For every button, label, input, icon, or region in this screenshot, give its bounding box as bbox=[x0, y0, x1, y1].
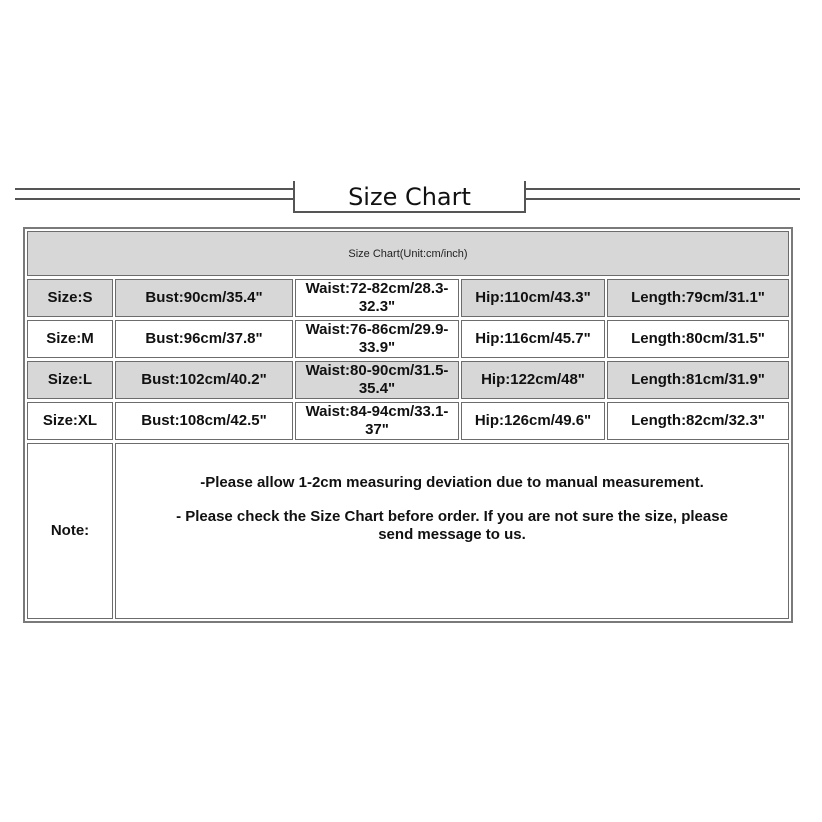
length-value: Length:81cm/31.9" bbox=[631, 371, 765, 388]
size-cell bbox=[27, 361, 113, 399]
hip-cell bbox=[461, 361, 605, 399]
bust-value: Bust:108cm/42.5" bbox=[141, 412, 267, 429]
title-rule-right-bottom bbox=[522, 198, 800, 200]
length-cell bbox=[607, 279, 789, 317]
hip-cell bbox=[461, 402, 605, 440]
note-text-1: -Please allow 1-2cm measuring deviation due to manual measurement. bbox=[200, 474, 704, 491]
size-cell bbox=[27, 279, 113, 317]
bust-cell bbox=[115, 279, 293, 317]
note-label-cell bbox=[27, 443, 113, 619]
hip-cell bbox=[461, 320, 605, 358]
length-cell bbox=[607, 361, 789, 399]
hip-value: Hip:126cm/49.6" bbox=[474, 412, 592, 429]
hip-cell bbox=[461, 279, 605, 317]
bust-cell bbox=[115, 320, 293, 358]
waist-cell bbox=[295, 361, 459, 399]
length-value: Length:82cm/32.3" bbox=[631, 412, 765, 429]
waist-value: Waist:72-82cm/28.3-32.3" bbox=[305, 280, 449, 315]
bust-value: Bust:90cm/35.4" bbox=[145, 289, 263, 306]
size-label: Size:M bbox=[46, 330, 94, 347]
length-cell bbox=[607, 320, 789, 358]
size-cell bbox=[27, 402, 113, 440]
title-rule-left-top bbox=[15, 188, 295, 190]
bust-value: Bust:102cm/40.2" bbox=[141, 371, 267, 388]
size-cell bbox=[27, 320, 113, 358]
waist-cell bbox=[295, 279, 459, 317]
bust-value: Bust:96cm/37.8" bbox=[145, 330, 263, 347]
size-label: Size:XL bbox=[42, 412, 98, 429]
waist-cell bbox=[295, 402, 459, 440]
waist-value: Waist:80-90cm/31.5-35.4" bbox=[305, 362, 449, 397]
page-title-text: Size Chart bbox=[348, 183, 471, 211]
length-value: Length:79cm/31.1" bbox=[631, 289, 765, 306]
hip-value: Hip:122cm/48" bbox=[481, 371, 585, 388]
table-header bbox=[27, 231, 789, 276]
table-header-text: Size Chart(Unit:cm/inch) bbox=[348, 247, 468, 260]
length-cell bbox=[607, 402, 789, 440]
waist-value: Waist:76-86cm/29.9-33.9" bbox=[305, 321, 449, 356]
note-text-2: - Please check the Size Chart before order. If you are not sure the size, please send message to us. bbox=[176, 508, 728, 543]
size-label: Size:S bbox=[47, 289, 93, 306]
title-rule-right-top bbox=[522, 188, 800, 190]
title-rule-left-bottom bbox=[15, 198, 295, 200]
note-content-cell bbox=[115, 443, 789, 619]
bust-cell bbox=[115, 361, 293, 399]
hip-value: Hip:116cm/45.7" bbox=[475, 330, 591, 347]
note-label: Note: bbox=[50, 522, 90, 539]
length-value: Length:80cm/31.5" bbox=[631, 330, 765, 347]
bust-cell bbox=[115, 402, 293, 440]
hip-value: Hip:110cm/43.3" bbox=[475, 289, 591, 306]
waist-cell bbox=[295, 320, 459, 358]
size-chart-table bbox=[23, 227, 793, 623]
page-title bbox=[293, 181, 526, 213]
waist-value: Waist:84-94cm/33.1-37" bbox=[305, 403, 449, 438]
size-label: Size:L bbox=[47, 371, 93, 388]
